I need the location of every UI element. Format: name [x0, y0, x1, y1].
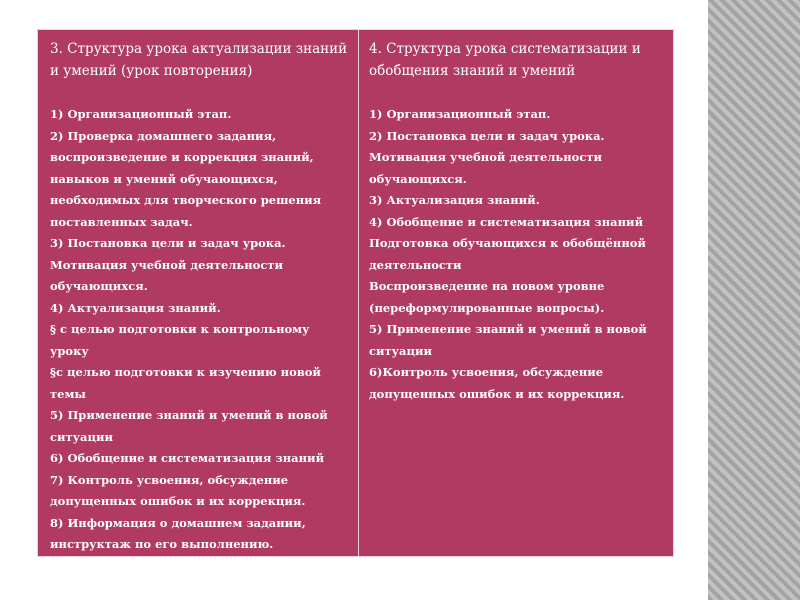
left-item: 4) Актуализация знаний.: [50, 300, 221, 315]
right-item: 3) Актуализация знаний.: [369, 193, 540, 207]
left-item: §с целью подготовки к изучению новой темы: [50, 365, 321, 401]
left-item: 3) Постановка цели и задач урока. Мотивация учебной деятельности обучающихся.: [50, 236, 286, 293]
left-item: 2) Проверка домашнего задания, воспроизведение и коррекция знаний, навыков и умений обучающихся, необходимых для творческого решения поставленных задач.: [50, 128, 322, 229]
lesson-structure-table: [37, 29, 674, 557]
right-column-heading: 4. Структура урока систематизации и обобщения знаний и умений: [369, 41, 641, 79]
left-item: 5) Применение знаний и умений в новой ситуации: [50, 408, 328, 444]
right-item: 5) Применение знаний и умений в новой ситуации: [369, 322, 647, 358]
left-column-heading: 3. Структура урока актуализации знаний и умений (урок повторения): [50, 41, 348, 79]
left-item-list: [50, 104, 352, 556]
left-item: 8) Информация о домашнем задании, инструктаж по его выполнению.: [50, 515, 306, 551]
right-column: [359, 30, 673, 405]
left-item: 1) Организационный этап.: [50, 107, 232, 121]
right-item-list: [369, 104, 667, 405]
left-item: § с целью подготовки к контрольному уроку: [50, 322, 310, 358]
right-item: Воспроизведение на новом уровне (переформулированные вопросы).: [369, 279, 605, 315]
right-item: 2) Постановка цели и задач урока. Мотивация учебной деятельности обучающихся.: [369, 128, 605, 186]
left-column: [38, 30, 358, 556]
right-item: 6)Контроль усвоения, обсуждение допущенных ошибок и их коррекция.: [369, 365, 625, 401]
left-item: 6) Обобщение и систематизация знаний: [50, 451, 325, 465]
decorative-stripe-band: [708, 0, 800, 600]
right-item: 4) Обобщение и систематизация знаний Подготовка обучающихся к обобщённой деятельности: [369, 214, 646, 272]
right-item: 1) Организационный этап.: [369, 107, 551, 121]
left-item: 7) Контроль усвоения, обсуждение допущенных ошибок и их коррекция.: [50, 472, 306, 508]
